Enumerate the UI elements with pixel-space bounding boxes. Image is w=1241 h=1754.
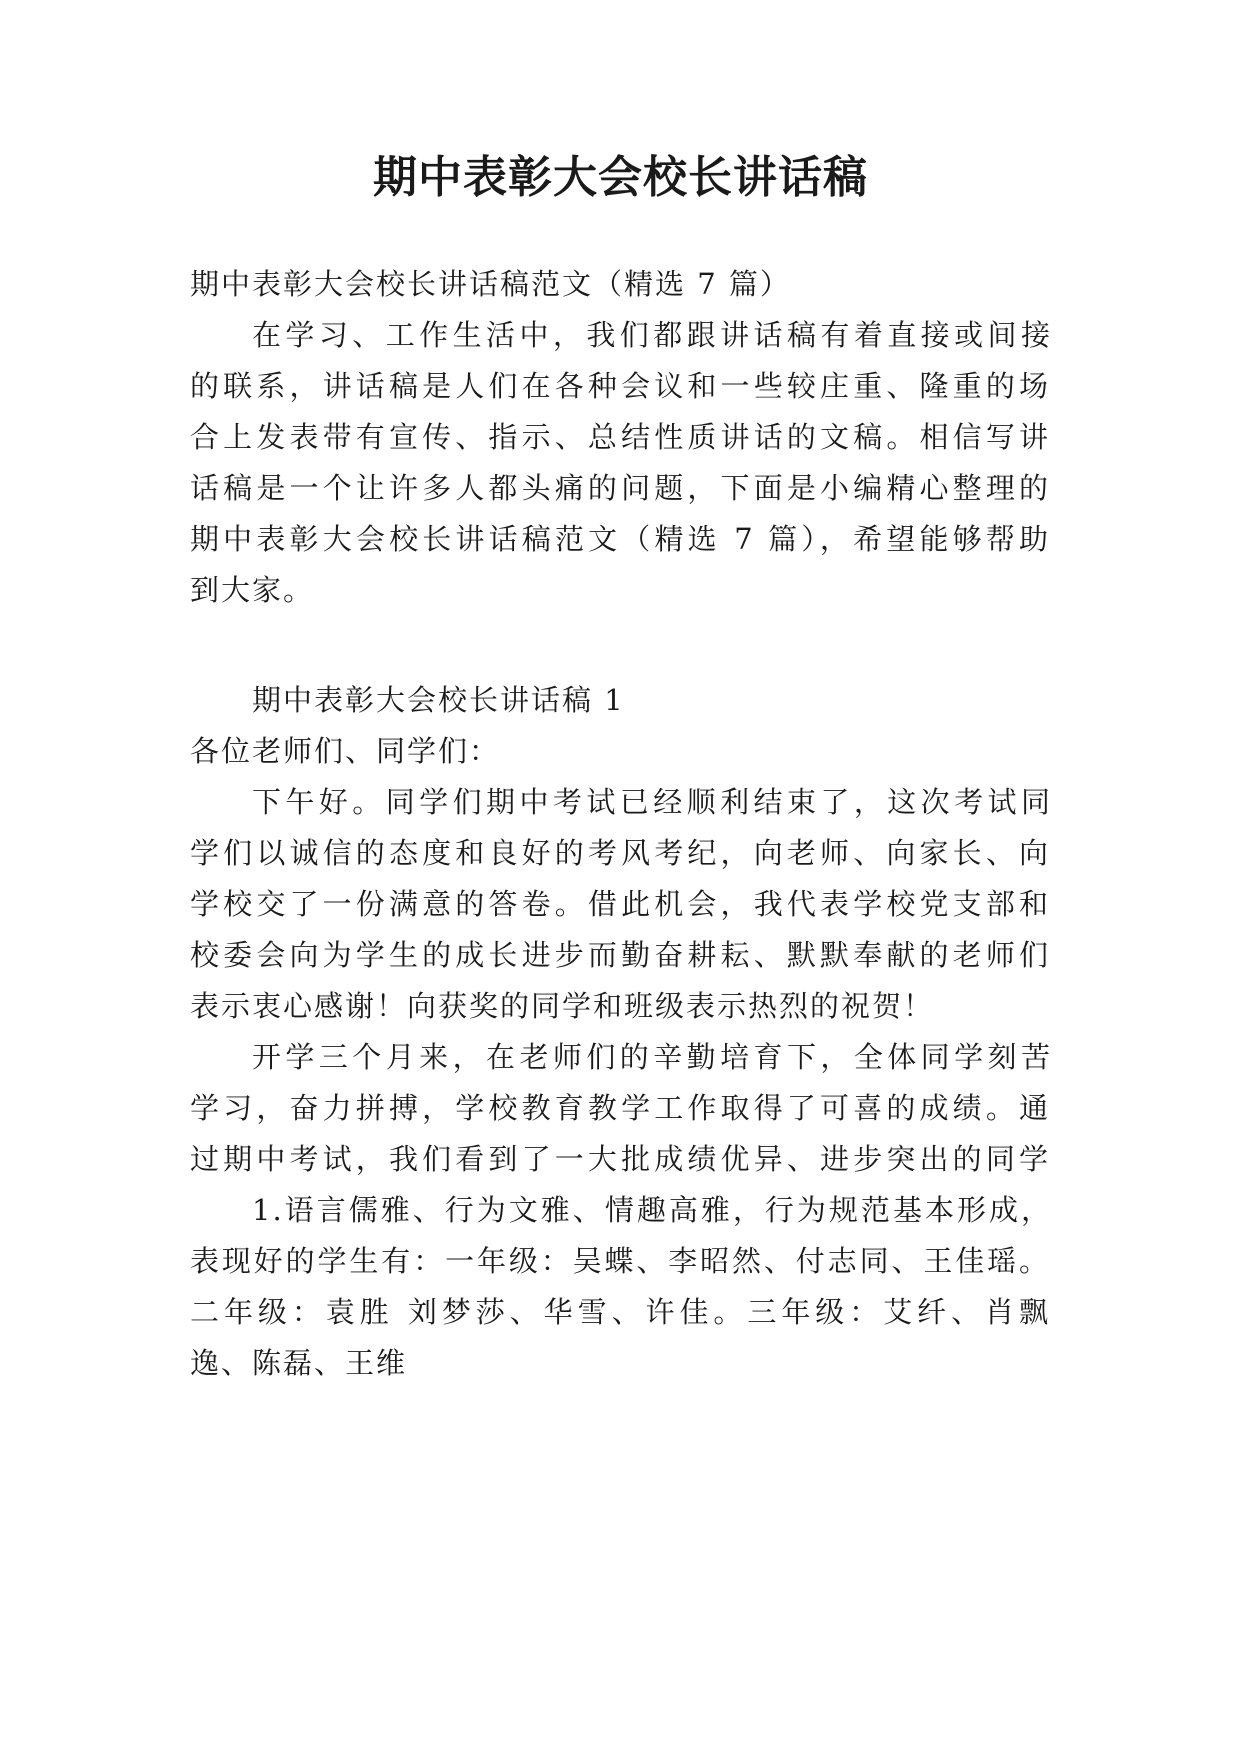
paragraph-line: 校委会向为学生的成长进步而勤奋耕耘、默默奉献的老师们 [190, 938, 1050, 972]
paragraph-line: 逸、陈磊、王维 [190, 1346, 408, 1380]
paragraph-line: 学校交了一份满意的答卷。借此机会，我代表学校党支部和 [190, 887, 1050, 921]
paragraph-line: 表现好的学生有：一年级：吴蝶、李昭然、付志同、王佳瑶。 [190, 1244, 1050, 1278]
paragraph-line: 开学三个月来，在老师们的辛勤培育下，全体同学刻苦 [252, 1040, 1052, 1074]
intro-line: 期中表彰大会校长讲话稿范文（精选 7 篇），希望能够帮助 [190, 522, 1050, 556]
paragraph-line: 二年级：袁胜 刘梦莎、华雪、许佳。三年级：艾纤、肖飘 [190, 1295, 1050, 1329]
section-heading: 期中表彰大会校长讲话稿 1 [252, 683, 625, 717]
intro-line: 在学习、工作生活中，我们都跟讲话稿有着直接或间接 [252, 318, 1052, 352]
paragraph-line: 学习，奋力拼搏，学校教育教学工作取得了可喜的成绩。通 [190, 1091, 1050, 1125]
greeting: 各位老师们、同学们： [190, 734, 501, 768]
intro-line: 合上发表带有宣传、指示、总结性质讲话的文稿。相信写讲 [190, 420, 1050, 454]
paragraph-line: 学们以诚信的态度和良好的考风考纪，向老师、向家长、向 [190, 836, 1050, 870]
paragraph-line: 下午好。同学们期中考试已经顺利结束了，这次考试同 [252, 785, 1052, 819]
document-title: 期中表彰大会校长讲话稿 [373, 152, 868, 203]
intro-line: 话稿是一个让许多人都头痛的问题，下面是小编精心整理的 [190, 471, 1050, 505]
document-subtitle: 期中表彰大会校长讲话稿范文（精选 7 篇） [190, 267, 791, 301]
paragraph-line: 1.语言儒雅、行为文雅、情趣高雅，行为规范基本形成， [252, 1193, 1052, 1227]
intro-line: 的联系，讲话稿是人们在各种会议和一些较庄重、隆重的场 [190, 369, 1050, 403]
intro-line: 到大家。 [190, 573, 315, 607]
paragraph-line: 表示衷心感谢！向获奖的同学和班级表示热烈的祝贺！ [190, 989, 935, 1023]
paragraph-line: 过期中考试，我们看到了一大批成绩优异、进步突出的同学 [190, 1142, 1050, 1176]
